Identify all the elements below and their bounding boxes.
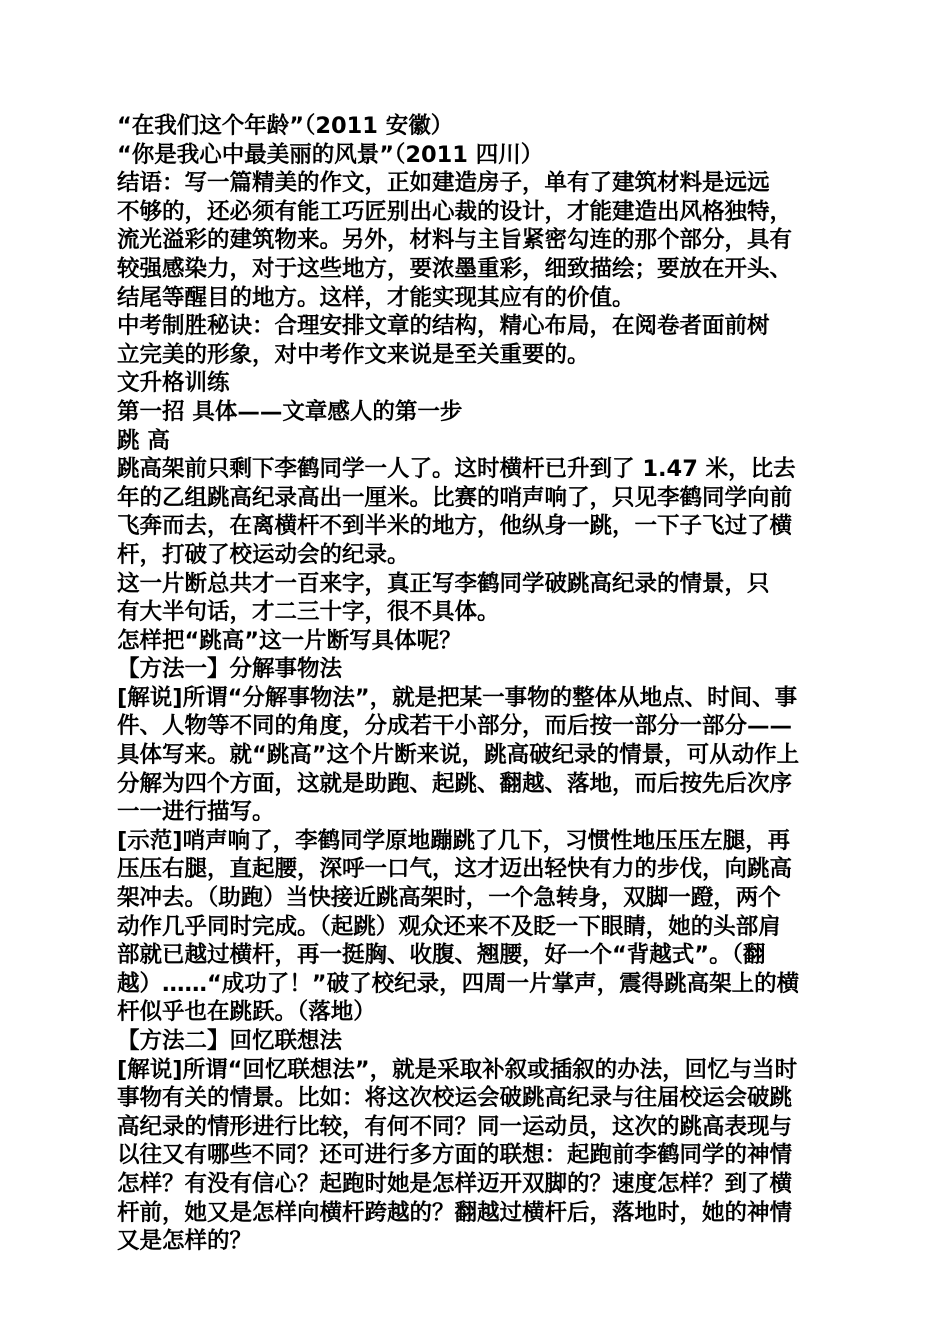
line-story-2: 年的乙组跳高纪录高出一厘米。比赛的哨声响了，只见李鹤同学向前 [117, 484, 793, 511]
line-heading-anhui: “在我们这个年龄”（2011 安徽） [117, 113, 454, 139]
line-conclusion-2: 不够的，还必须有能工巧匠别出心裁的设计，才能建造出风格独特， [117, 198, 793, 225]
line-example-5: 部就已越过横杆，再一挺胸、收腹、翘腰，好一个“背越式”。（翻 [117, 942, 766, 969]
line-method-two-explain-1: [解说]所谓“回忆联想法”，就是采取补叙或插叙的办法，回忆与当时 [117, 1056, 798, 1083]
line-method-one-explain-1: [解说]所谓“分解事物法”，就是把某一事物的整体从地点、时间、事 [117, 684, 798, 711]
line-method-one-explain-3: 具体写来。就“跳高”这个片断来说，跳高破纪录的情景，可从动作上 [117, 742, 800, 769]
line-method-two-explain-7: 又是怎样的？ [117, 1228, 253, 1255]
line-question: 怎样把“跳高”这一片断写具体呢？ [117, 627, 462, 654]
line-example-1: [示范]哨声响了，李鹤同学原地蹦跳了几下，习惯性地压压左腿，再 [117, 827, 791, 854]
line-story-4: 杆，打破了校运动会的纪录。 [117, 541, 410, 568]
line-comment-2: 有大半句话，才二三十字，很不具体。 [117, 599, 500, 626]
line-secret-1: 中考制胜秘诀：合理安排文章的结构，精心布局，在阅卷者面前树 [117, 313, 770, 340]
line-method-one-explain-2: 件、人物等不同的角度，分成若干小部分，而后按一部分一部分—— [117, 713, 793, 740]
line-heading-sichuan: “你是我心中最美丽的风景”（2011 四川） [117, 141, 544, 168]
line-method-one-title: 【方法一】分解事物法 [117, 656, 343, 683]
line-method-one-explain-5: 一一进行描写。 [117, 799, 275, 826]
section-title-training: 文升格训练 [117, 370, 230, 397]
line-method-two-title: 【方法二】回忆联想法 [117, 1028, 343, 1054]
line-method-two-explain-2: 事物有关的情景。比如：将这次校运会破跳高纪录与往届校运会破跳 [117, 1085, 793, 1112]
line-method-one-explain-4: 分解为四个方面，这就是助跑、起跳、翻越、落地，而后按先后次序 [117, 770, 793, 797]
line-example-6: 越）……“成功了！”破了校纪录，四周一片掌声，震得跳高架上的横 [117, 970, 800, 997]
line-example-3: 架冲去。（助跑）当快接近跳高架时，一个急转身，双脚一蹬，两个 [117, 885, 781, 912]
line-method-two-explain-3: 高纪录的情形进行比较，有何不同？同一运动员，这次的跳高表现与 [117, 1113, 793, 1140]
line-high-jump-title: 跳 高 [117, 427, 170, 454]
line-example-7: 杆似乎也在跳跃。（落地） [117, 999, 376, 1026]
line-conclusion-5: 结尾等醒目的地方。这样，才能实现其应有的价值。 [117, 284, 635, 311]
line-example-2: 压压右腿，直起腰，深呼一口气，这才迈出轻快有力的步伐，向跳高 [117, 856, 793, 883]
line-method-two-explain-4: 以往又有哪些不同？还可进行多方面的联想：起跑前李鹤同学的神情 [117, 1142, 793, 1169]
line-comment-1: 这一片断总共才一百来字，真正写李鹤同学破跳高纪录的情景，只 [117, 570, 770, 597]
line-story-3: 飞奔而去，在离横杆不到半米的地方，他纵身一跳，一下子飞过了横 [117, 513, 793, 540]
line-method-two-explain-5: 怎样？有没有信心？起跑时她是怎样迈开双脚的？速度怎样？到了横 [117, 1170, 793, 1197]
line-conclusion-4: 较强感染力，对于这些地方，要浓墨重彩，细致描绘；要放在开头、 [117, 255, 793, 282]
line-story-1: 跳高架前只剩下李鹤同学一人了。这时横杆已升到了 1.47 米，比去 [117, 456, 796, 483]
line-secret-2: 立完美的形象，对中考作文来说是至关重要的。 [117, 341, 590, 368]
line-first-move: 第一招 具体——文章感人的第一步 [117, 398, 463, 425]
line-conclusion-1: 结语：写一篇精美的作文，正如建造房子，单有了建筑材料是远远 [117, 170, 770, 197]
line-method-two-explain-6: 杆前，她又是怎样向横杆跨越的？翻越过横杆后，落地时，她的神情 [117, 1199, 793, 1226]
line-conclusion-3: 流光溢彩的建筑物来。另外，材料与主旨紧密勾连的那个部分，具有 [117, 227, 793, 254]
document-body [117, 112, 835, 1256]
line-example-4: 动作几乎同时完成。（起跳）观众还来不及眨一下眼睛，她的头部肩 [117, 913, 781, 940]
